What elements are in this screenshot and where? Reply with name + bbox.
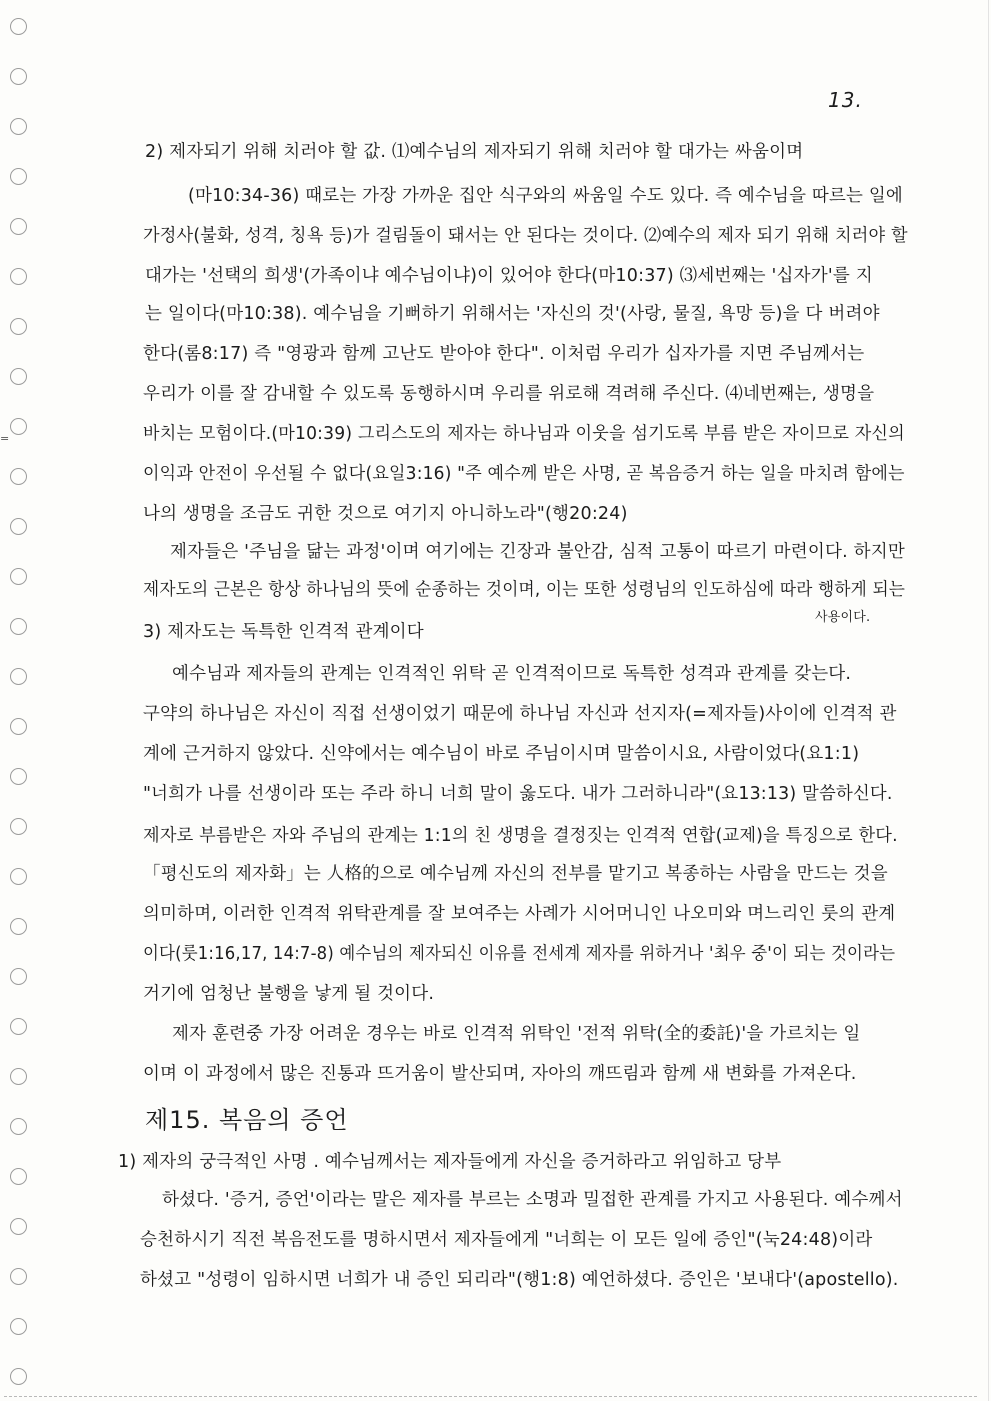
text-line: 나의 생명을 조금도 귀한 것으로 여기지 아니하노라"(행20:24) xyxy=(143,504,628,524)
text-line: 하셨다. '증거, 증언'이라는 말은 제자를 부르는 소명과 밀접한 관계를 가지고 사용된다. 예수께서 xyxy=(162,1190,903,1210)
binder-hole xyxy=(10,318,27,335)
page-right-edge xyxy=(988,0,989,1401)
text-line: 거기에 엄청난 불행을 낳게 될 것이다. xyxy=(143,984,435,1004)
binder-hole xyxy=(10,68,27,85)
text-line: 2) 제자되기 위해 치러야 할 값. ⑴예수님의 제자되기 위해 치러야 할 대가는 싸움이며 xyxy=(145,142,804,162)
text-line: 이익과 안전이 우선될 수 없다(요일3:16) "주 예수께 받은 사명, 곧 복음증거 하는 일을 마치려 함에는 xyxy=(143,464,905,484)
binder-hole xyxy=(10,468,27,485)
binder-hole xyxy=(10,168,27,185)
text-line: 우리가 이를 잘 감내할 수 있도록 동행하시며 우리를 위로해 격려해 주신다. ⑷네번째는, 생명을 xyxy=(143,384,875,404)
binder-hole xyxy=(10,218,27,235)
binder-hole xyxy=(10,718,27,735)
text-line: 의미하며, 이러한 인격적 위탁관계를 잘 보여주는 사례가 시어머니인 나오미와 며느리인 룻의 관계 xyxy=(143,904,896,924)
binder-hole xyxy=(10,768,27,785)
text-line: 바치는 모험이다.(마10:39) 그리스도의 제자는 하나님과 이웃을 섬기도록 부름 받은 자이므로 자신의 xyxy=(143,424,905,444)
binder-hole xyxy=(10,968,27,985)
binder-hole xyxy=(10,1268,27,1285)
binder-hole xyxy=(10,1118,27,1135)
binder-hole xyxy=(10,418,27,435)
text-line: 하셨고 "성령이 임하시면 너희가 내 증인 되리라"(행1:8) 예언하셨다. 증인은 '보내다'(apostello). xyxy=(140,1270,899,1290)
text-line: 제자도의 근본은 항상 하나님의 뜻에 순종하는 것이며, 이는 또한 성령님의 인도하심에 따라 행하게 되는 xyxy=(143,580,906,600)
page-number: 13. xyxy=(828,88,863,112)
text-line: 계에 근거하지 않았다. 신약에서는 예수님이 바로 주님이시며 말씀이시요, 사람이었다(요1:1) xyxy=(143,744,860,764)
binder-hole xyxy=(10,618,27,635)
text-line: 구약의 하나님은 자신이 직접 선생이었기 때문에 하나님 자신과 선지자(=제자들)사이에 인격적 관 xyxy=(143,704,897,724)
binder-hole xyxy=(10,868,27,885)
binder-hole xyxy=(10,1368,27,1385)
binder-hole xyxy=(10,1318,27,1335)
text-line: (마10:34-36) 때로는 가장 가까운 집안 식구와의 싸움일 수도 있다. 즉 예수님을 따르는 일에 xyxy=(188,186,903,206)
text-line: 1) 제자의 궁극적인 사명 . 예수님께서는 제자들에게 자신을 증거하라고 위임하고 당부 xyxy=(118,1152,782,1172)
binder-hole xyxy=(10,568,27,585)
page-bottom-edge xyxy=(4,1396,977,1397)
binder-hole xyxy=(10,368,27,385)
binder-hole xyxy=(10,18,27,35)
text-line: 한다(롬8:17) 즉 "영광과 함께 고난도 받아야 한다". 이처럼 우리가 십자가를 지면 주님께서는 xyxy=(143,344,865,364)
section-heading: 3) 제자도는 독특한 인격적 관계이다 xyxy=(143,622,424,642)
margin-note: 사용이다. xyxy=(815,610,871,625)
binder-hole xyxy=(10,1068,27,1085)
text-line: "너희가 나를 선생이라 또는 주라 하니 너희 말이 옳도다. 내가 그러하니라"(요13:13) 말씀하신다. xyxy=(143,784,893,804)
text-line: 제자들은 '주님을 닮는 과정'이며 여기에는 긴장과 불안감, 심적 고통이 따르기 마련이다. 하지만 xyxy=(170,542,905,562)
text-line: 예수님과 제자들의 관계는 인격적인 위탁 곧 인격적이므로 독특한 성격과 관계를 갖는다. xyxy=(172,664,852,684)
binder-hole xyxy=(10,118,27,135)
text-line: 이며 이 과정에서 많은 진통과 뜨거움이 발산되며, 자아의 깨뜨림과 함께 새 변화를 가져온다. xyxy=(143,1064,857,1084)
binder-hole xyxy=(10,268,27,285)
text-line: 「평신도의 제자화」는 人格的으로 예수님께 자신의 전부를 맡기고 복종하는 사람을 만드는 것을 xyxy=(143,864,888,884)
binder-hole xyxy=(10,518,27,535)
text-line: 는 일이다(마10:38). 예수님을 기뻐하기 위해서는 '자신의 것'(사랑, 물질, 욕망 등)을 다 버려야 xyxy=(145,304,880,324)
stray-mark: = xyxy=(0,432,10,445)
chapter-heading: 제15. 복음의 증언 xyxy=(145,1106,349,1134)
text-line: 가정사(불화, 성격, 칭욕 등)가 걸림돌이 돼서는 안 된다는 것이다. ⑵예수의 제자 되기 위해 치러야 할 xyxy=(143,226,908,246)
binder-hole xyxy=(10,1018,27,1035)
text-line: 제자로 부름받은 자와 주님의 관계는 1:1의 친 생명을 결정짓는 인격적 연합(교제)을 특징으로 한다. xyxy=(143,826,898,846)
text-line: 제자 훈련중 가장 어려운 경우는 바로 인격적 위탁인 '전적 위탁(全的委託)'을 가르치는 일 xyxy=(172,1024,861,1044)
binder-hole xyxy=(10,1168,27,1185)
text-line: 승천하시기 직전 복음전도를 명하시면서 제자들에게 "너희는 이 모든 일에 증인"(눅24:48)이라 xyxy=(140,1230,873,1250)
binder-holes xyxy=(4,18,34,1398)
text-line: 대가는 '선택의 희생'(가족이냐 예수님이냐)이 있어야 한다(마10:37) ⑶세번째는 '십자가'를 지 xyxy=(145,266,873,286)
binder-hole xyxy=(10,918,27,935)
binder-hole xyxy=(10,668,27,685)
binder-hole xyxy=(10,1218,27,1235)
binder-hole xyxy=(10,818,27,835)
text-line: 이다(룻1:16,17, 14:7-8) 예수님의 제자되신 이유를 전세계 제자를 위하거나 '최우 중'이 되는 것이라는 xyxy=(143,944,896,964)
